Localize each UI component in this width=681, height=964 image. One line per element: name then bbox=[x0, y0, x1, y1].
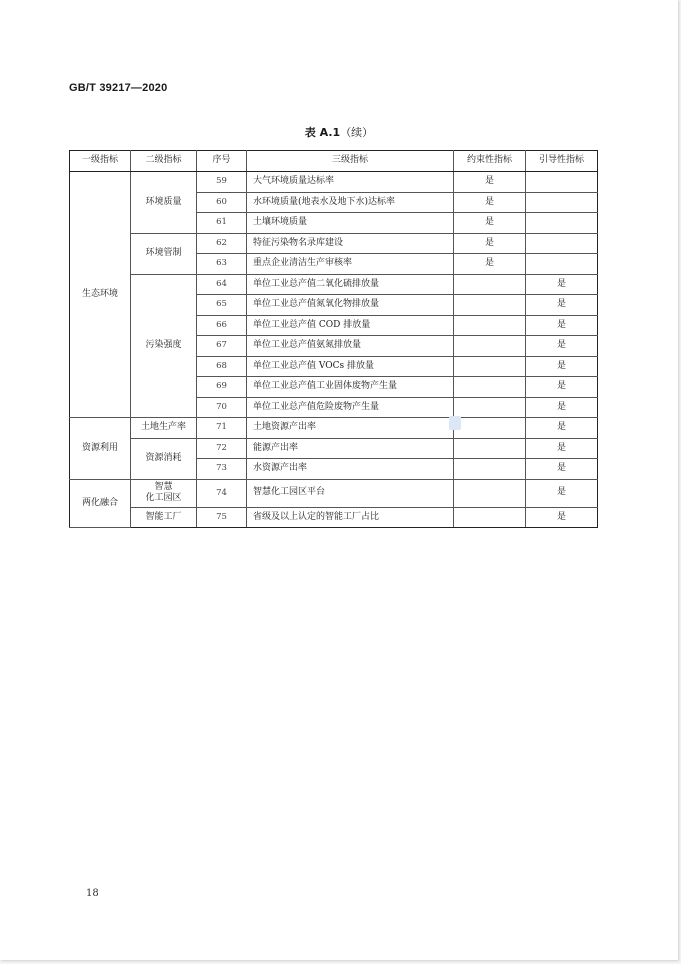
row-number: 71 bbox=[197, 418, 247, 439]
mandatory-mark: 是 bbox=[454, 213, 526, 234]
table-row bbox=[70, 172, 598, 193]
table-title bbox=[0, 124, 678, 140]
table-row bbox=[70, 507, 598, 528]
mandatory-mark bbox=[454, 274, 526, 295]
level3-indicator: 土地资源产出率 bbox=[247, 418, 454, 439]
level3-indicator: 单位工业总产值 VOCs 排放量 bbox=[247, 356, 454, 377]
level3-indicator: 单位工业总产值 COD 排放量 bbox=[247, 315, 454, 336]
level2-cell bbox=[131, 479, 197, 507]
row-number: 60 bbox=[197, 192, 247, 213]
column-header: 引导性指标 bbox=[526, 151, 598, 172]
row-number: 61 bbox=[197, 213, 247, 234]
level2-cell: 智能工厂 bbox=[131, 507, 197, 528]
level1-cell: 资源利用 bbox=[70, 418, 131, 480]
level3-indicator: 能源产出率 bbox=[247, 438, 454, 459]
guiding-mark: 是 bbox=[526, 315, 598, 336]
row-number: 75 bbox=[197, 507, 247, 528]
guiding-mark: 是 bbox=[526, 438, 598, 459]
row-number: 64 bbox=[197, 274, 247, 295]
row-number: 65 bbox=[197, 295, 247, 316]
mandatory-mark: 是 bbox=[454, 192, 526, 213]
indicator-table bbox=[69, 150, 598, 528]
guiding-mark: 是 bbox=[526, 274, 598, 295]
mandatory-mark bbox=[454, 377, 526, 398]
mandatory-mark bbox=[454, 418, 526, 439]
level2-cell: 资源消耗 bbox=[131, 438, 197, 479]
mandatory-mark bbox=[454, 295, 526, 316]
table-row bbox=[70, 233, 598, 254]
mandatory-mark bbox=[454, 315, 526, 336]
table-title-continued: （续） bbox=[340, 126, 374, 139]
standard-code: GB/T 39217—2020 bbox=[69, 82, 168, 94]
row-number: 59 bbox=[197, 172, 247, 193]
level2-cell-line: 化工园区 bbox=[145, 493, 182, 503]
row-number: 67 bbox=[197, 336, 247, 357]
table-row bbox=[70, 274, 598, 295]
level3-indicator: 省级及以上认定的智能工厂占比 bbox=[247, 507, 454, 528]
guiding-mark bbox=[526, 233, 598, 254]
level3-indicator: 水资源产出率 bbox=[247, 459, 454, 480]
guiding-mark: 是 bbox=[526, 507, 598, 528]
mandatory-mark bbox=[454, 479, 526, 507]
mandatory-mark bbox=[454, 356, 526, 377]
column-header: 约束性指标 bbox=[454, 151, 526, 172]
guiding-mark: 是 bbox=[526, 459, 598, 480]
level2-cell: 环境质量 bbox=[131, 172, 197, 234]
row-number: 72 bbox=[197, 438, 247, 459]
level3-indicator: 重点企业清洁生产审核率 bbox=[247, 254, 454, 275]
mandatory-mark bbox=[454, 459, 526, 480]
level3-indicator: 单位工业总产值危险废物产生量 bbox=[247, 397, 454, 418]
guiding-mark: 是 bbox=[526, 418, 598, 439]
column-header: 一级指标 bbox=[70, 151, 131, 172]
mandatory-mark: 是 bbox=[454, 254, 526, 275]
row-number: 66 bbox=[197, 315, 247, 336]
mandatory-mark: 是 bbox=[454, 233, 526, 254]
level1-cell: 生态环境 bbox=[70, 172, 131, 418]
level3-indicator: 特征污染物名录库建设 bbox=[247, 233, 454, 254]
table-header-row bbox=[70, 151, 598, 172]
guiding-mark bbox=[526, 254, 598, 275]
guiding-mark: 是 bbox=[526, 479, 598, 507]
guiding-mark: 是 bbox=[526, 336, 598, 357]
mandatory-mark: 是 bbox=[454, 172, 526, 193]
mandatory-mark bbox=[454, 507, 526, 528]
column-header: 序号 bbox=[197, 151, 247, 172]
level3-indicator: 单位工业总产值氮氧化物排放量 bbox=[247, 295, 454, 316]
table-row bbox=[70, 438, 598, 459]
table-row bbox=[70, 479, 598, 507]
guiding-mark bbox=[526, 192, 598, 213]
row-number: 63 bbox=[197, 254, 247, 275]
guiding-mark bbox=[526, 172, 598, 193]
guiding-mark: 是 bbox=[526, 295, 598, 316]
row-number: 68 bbox=[197, 356, 247, 377]
mandatory-mark bbox=[454, 336, 526, 357]
guiding-mark: 是 bbox=[526, 397, 598, 418]
mandatory-mark bbox=[454, 438, 526, 459]
level3-indicator: 单位工业总产值二氧化硫排放量 bbox=[247, 274, 454, 295]
level2-cell: 污染强度 bbox=[131, 274, 197, 418]
guiding-mark bbox=[526, 213, 598, 234]
page-number: 18 bbox=[86, 888, 99, 899]
row-number: 74 bbox=[197, 479, 247, 507]
level2-cell-line: 智慧 bbox=[154, 481, 173, 492]
level3-indicator: 智慧化工园区平台 bbox=[247, 479, 454, 507]
level3-indicator: 土壤环境质量 bbox=[247, 213, 454, 234]
level2-cell: 环境管制 bbox=[131, 233, 197, 274]
table-row bbox=[70, 418, 598, 439]
level2-cell: 土地生产率 bbox=[131, 418, 197, 439]
row-number: 70 bbox=[197, 397, 247, 418]
level3-indicator: 单位工业总产值工业固体废物产生量 bbox=[247, 377, 454, 398]
mandatory-mark bbox=[454, 397, 526, 418]
column-header: 二级指标 bbox=[131, 151, 197, 172]
watermark-icon bbox=[449, 416, 461, 430]
table-title-label: 表 A.1 bbox=[304, 126, 341, 139]
column-header: 三级指标 bbox=[247, 151, 454, 172]
level3-indicator: 大气环境质量达标率 bbox=[247, 172, 454, 193]
level3-indicator: 水环境质量(地表水及地下水)达标率 bbox=[247, 192, 454, 213]
guiding-mark: 是 bbox=[526, 356, 598, 377]
level3-indicator: 单位工业总产值氨氮排放量 bbox=[247, 336, 454, 357]
row-number: 62 bbox=[197, 233, 247, 254]
row-number: 69 bbox=[197, 377, 247, 398]
level1-cell: 两化融合 bbox=[70, 479, 131, 528]
guiding-mark: 是 bbox=[526, 377, 598, 398]
row-number: 73 bbox=[197, 459, 247, 480]
